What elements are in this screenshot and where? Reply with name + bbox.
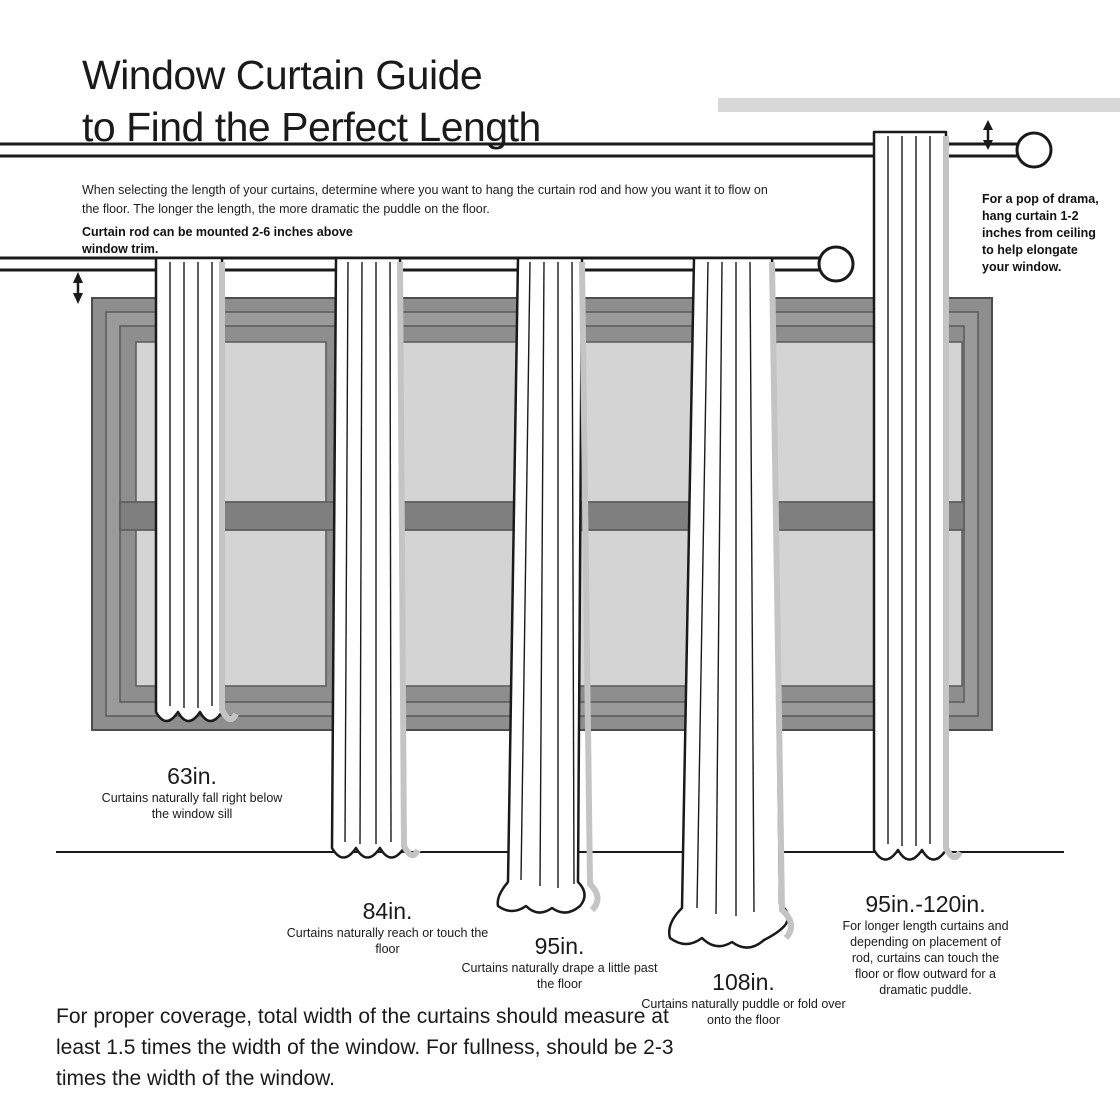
label-95-120in-length: 95in.-120in. [865,891,986,917]
decorative-grey-bar [718,98,1120,112]
label-95in-description: Curtains naturally drape a little past the floor [461,961,658,991]
rod-finial-lower [819,247,853,281]
label-108in-length: 108in. [712,969,775,995]
label-84in-length: 84in. [362,898,413,924]
curtain-63in [156,258,236,721]
label-95-120in-description: For longer length curtains and depending on placement of rod, curtains can touch the floor or flow outward for a dramatic puddle. [842,919,1009,997]
label-95-120in [838,890,1013,998]
page-title-line-1: Window Curtain Guide [82,52,483,99]
label-108in-description: Curtains naturally puddle or fold over onto the floor [641,997,846,1027]
coverage-note: For proper coverage, total width of the curtains should measure at least 1.5 times the width of the window. For fullness, should be 2-3 times the width of the window. [56,1005,674,1090]
label-63in-length: 63in. [167,763,217,789]
page-title-line-2: to Find the Perfect Length [82,104,541,151]
trim-gap-arrow [73,272,83,304]
curtain-95-120in [874,132,960,860]
label-95in-length: 95in. [534,933,585,959]
label-63in-description: Curtains naturally fall right below the window sill [101,791,283,821]
ceiling-hang-note: For a pop of drama, hang curtain 1-2 inches from ceiling to help elongate your window. [982,191,1099,274]
rod-mount-note: Curtain rod can be mounted 2-6 inches above window trim. [82,224,353,256]
intro-paragraph: When selecting the length of your curtains, determine where you want to hang the curtain rod and how you want it to flow on the floor. The longer the length, the more dramatic the puddle on the floor. [82,182,768,216]
label-63in [92,762,292,822]
page-title [82,49,722,153]
rod-finial-top [1017,133,1051,167]
label-84in-description: Curtains naturally reach or touch the floor [286,926,489,956]
label-95in [452,932,667,992]
